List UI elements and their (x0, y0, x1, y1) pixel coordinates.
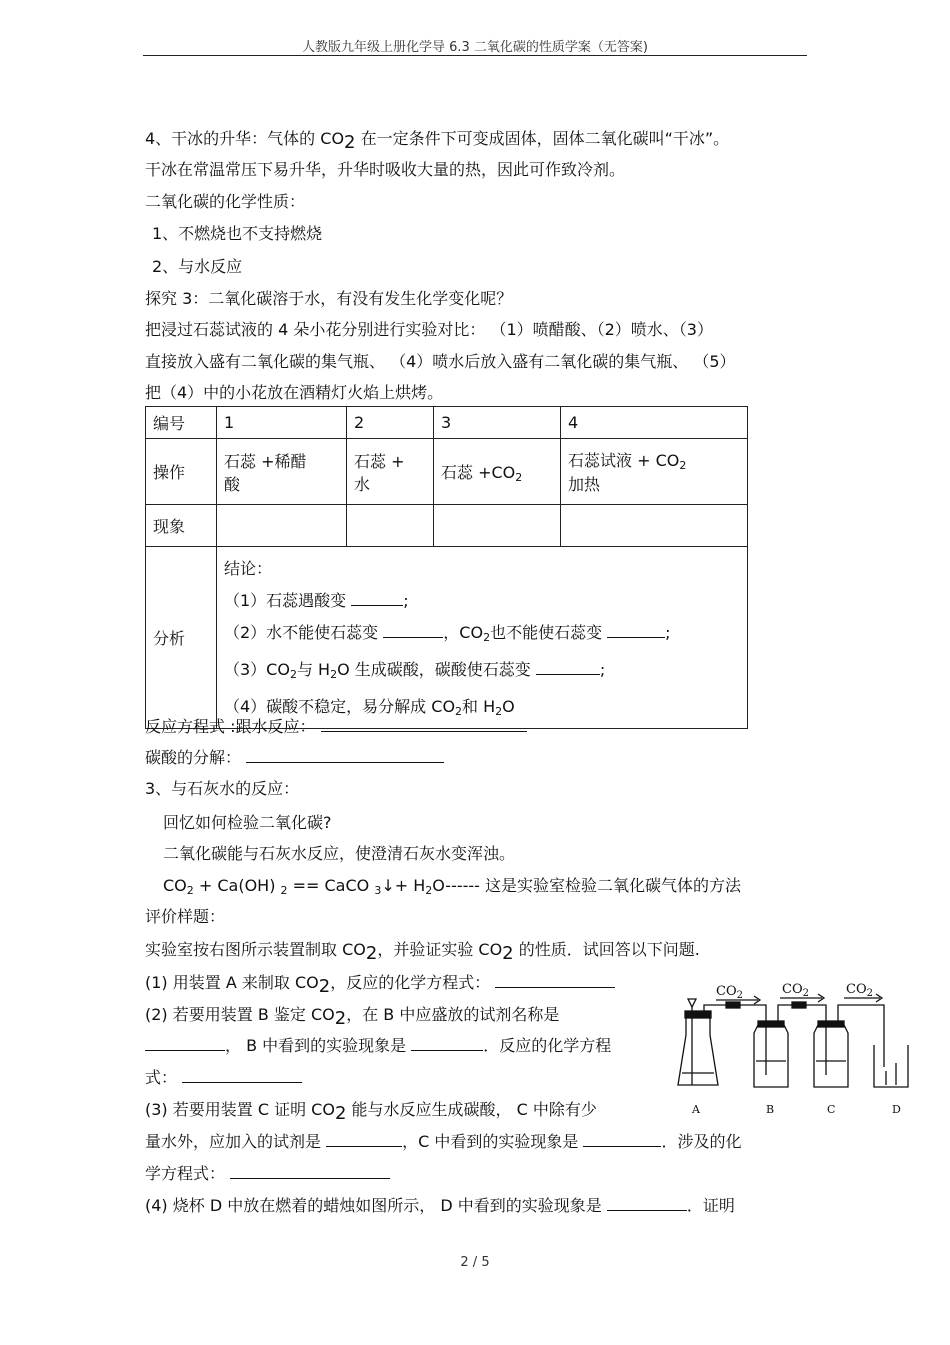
text-line: 实验室按右图所示装置制取 CO2，并验证实验 CO2 的性质．试回答以下问题. (145, 940, 700, 964)
bottle-b (754, 1025, 788, 1087)
question-4: (4) 烧杯 D 中放在燃着的蜡烛如图所示， D 中看到的实验现象是 ．证明 (145, 1196, 735, 1215)
text-line: 把浸过石蕊试液的 4 朵小花分别进行实验对比： （1）喷醋酸、（2）喷水、（3） (145, 320, 713, 339)
label-d: D (892, 1103, 901, 1116)
question-2-cont: ， B 中看到的实验现象是 ．反应的化学方程 (145, 1036, 611, 1056)
text-line: 评价样题： (145, 907, 226, 926)
connector (792, 1002, 806, 1008)
section-title: 3、与石灰水的反应： (145, 779, 300, 798)
question-1: (1) 用装置 A 来制取 CO2，反应的化学方程式： (145, 973, 615, 997)
table-cell (217, 505, 347, 547)
tube (838, 1005, 884, 1067)
table-cell: 石蕊 + 水 (347, 439, 434, 505)
table-row-label: 分析 (146, 547, 217, 729)
beaker-d (874, 1045, 908, 1087)
table-cell: 石蕊 +稀醋 酸 (217, 439, 347, 505)
table-row-label: 现象 (146, 505, 217, 547)
co2-label: $CO_2$ (716, 984, 743, 1001)
text-line: 二氧化碳能与石灰水反应，使澄清石灰水变浑浊。 (163, 844, 516, 863)
text-line: 反应方程式 :跟水反应： (145, 717, 527, 737)
table-cell (347, 505, 434, 547)
table-row-label: 操作 (146, 439, 217, 505)
header-rule (143, 55, 807, 56)
experiment-table (145, 406, 748, 729)
section-title: 二氧化碳的化学性质： (145, 192, 306, 211)
co2-label: $CO_2$ (782, 982, 809, 999)
flask-a (678, 1013, 718, 1085)
connector (726, 1002, 740, 1008)
co2-label: $CO_2$ (846, 982, 873, 999)
text-line: 4、干冰的升华：气体的 CO2 在一定条件下可变成固体，固体二氧化碳叫“干冰”。 (145, 129, 730, 153)
question-3-cont: 学方程式： (145, 1164, 390, 1184)
page-header: 人教版九年级上册化学导 6.3 二氧化碳的性质学案（无答案) (301, 40, 648, 55)
question-2: (2) 若要用装置 B 鉴定 CO2，在 B 中应盛放的试剂名称是 (145, 1005, 560, 1029)
text-line: 把（4）中的小花放在酒精灯火焰上烘烤。 (145, 383, 444, 402)
tube (704, 1005, 728, 1011)
table-cell: 石蕊试液 + $CO_2$ 加热 (561, 439, 748, 505)
analysis-cell: 结论： （1）石蕊遇酸变 ; （2）水不能使石蕊变 ，$CO_2$也不能使石蕊变 ; $(3)CO_2$与 $H_2O$ 生成碳酸，碳酸使石蕊变 ; （4）碳酸不稳定，易分解成 $CO_2$和 $H_2O$ (217, 547, 748, 729)
text-line: 2、与水反应 (152, 257, 243, 276)
text-line: 探究 3：二氧化碳溶于水，有没有发生化学变化呢？ (145, 289, 513, 308)
text-line: 碳酸的分解： (145, 748, 444, 768)
stopper-a (685, 1011, 711, 1018)
tube (778, 1005, 792, 1023)
table-cell: 石蕊 $+CO_2$ (434, 439, 561, 505)
page-number: 2 / 5 (460, 1255, 490, 1270)
funnel (688, 999, 696, 1007)
text-line: 直接放入盛有二氧化碳的集气瓶、 （4）喷水后放入盛有二氧化碳的集气瓶、 （5） (145, 352, 736, 371)
text-line: 1、不燃烧也不支持燃烧 (152, 224, 323, 243)
equation-line: $CO_2 + Ca(OH) _2$ == CaCO $_3$↓+ $H_2O------$ 这是实验室检验二氧化碳气体的方法 (163, 876, 742, 897)
question-2-cont: 式： (145, 1068, 302, 1088)
text-line: 回忆如何检验二氧化碳? (163, 813, 332, 832)
label-a: A (692, 1103, 700, 1116)
table-cell (434, 505, 561, 547)
table-cell (561, 505, 748, 547)
question-3: (3) 若要用装置 C 证明 CO2 能与水反应生成碳酸， C 中除有少 (145, 1100, 597, 1124)
table-header-cell: 3 (434, 407, 561, 439)
tube (806, 1005, 826, 1023)
bottle-c (814, 1025, 848, 1087)
tube (740, 1005, 766, 1023)
apparatus-diagram (674, 975, 914, 1120)
label-c: C (827, 1103, 836, 1116)
text-line: 干冰在常温常压下易升华，升华时吸收大量的热，因此可作致冷剂。 (145, 160, 626, 179)
table-header-cell: 4 (561, 407, 748, 439)
stopper-c (818, 1021, 844, 1027)
stopper-b (758, 1021, 784, 1027)
table-header-cell: 编号 (146, 407, 217, 439)
table-header-cell: 1 (217, 407, 347, 439)
table-header-cell: 2 (347, 407, 434, 439)
question-3-cont: 量水外，应加入的试剂是 ，C 中看到的实验现象是 ．涉及的化 (145, 1132, 742, 1151)
label-b: B (766, 1103, 775, 1116)
